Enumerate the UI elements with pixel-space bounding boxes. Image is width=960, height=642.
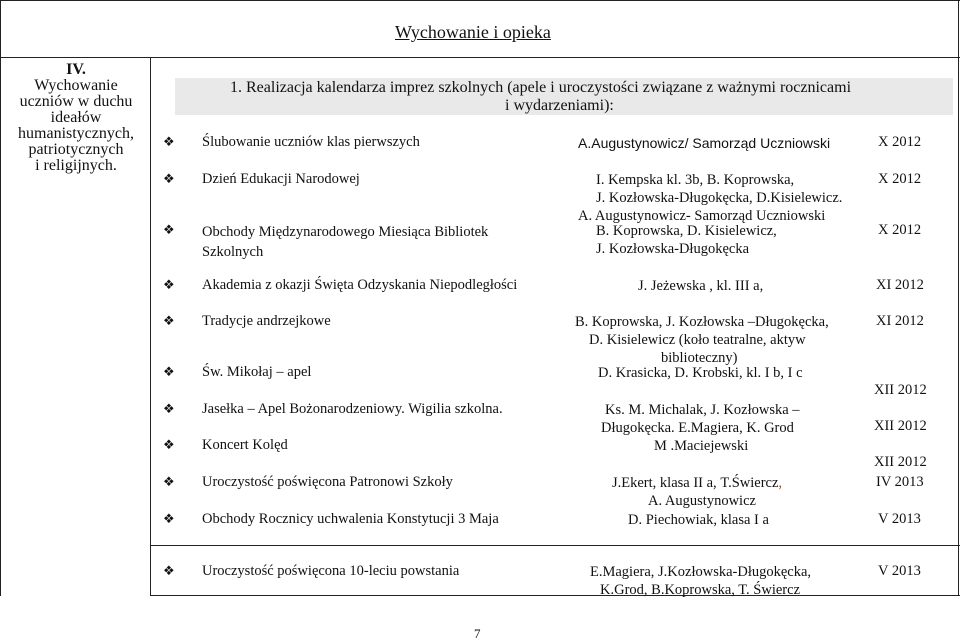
- event-name: Obchody Rocznicy uchwalenia Konstytucji 3 Maja: [202, 511, 499, 527]
- event-date: XII 2012: [874, 382, 927, 398]
- event-name: Uroczystość poświęcona Patronowi Szkoły: [202, 474, 453, 490]
- sidebar-heading: [2, 62, 150, 174]
- bullet-icon: ❖: [163, 364, 175, 379]
- event-date: XII 2012: [874, 418, 927, 434]
- header-divider: [0, 57, 960, 58]
- sidebar-line: humanistycznych,: [18, 125, 134, 142]
- sidebar-line: uczniów w duchu: [19, 93, 133, 110]
- frame-bottom: [150, 595, 960, 596]
- event-organizers: D. Krasicka, D. Krobski, kl. I b, I c: [598, 365, 803, 381]
- bullet-icon: ❖: [163, 437, 175, 452]
- sidebar-line: IV.: [66, 61, 86, 78]
- event-name: Tradycje andrzejkowe: [202, 313, 331, 329]
- event-date: IV 2013: [876, 474, 924, 490]
- event-date: V 2013: [878, 563, 921, 579]
- event-organizers: B. Koprowska, D. Kisielewicz, J. Kozłowska-Długokęcka: [596, 223, 777, 257]
- event-organizers: J. Jeżewska , kl. III a,: [638, 278, 764, 294]
- event-name: Koncert Kolęd: [202, 437, 288, 453]
- item-title: 1. Realizacja kalendarza imprez szkolnych (apele i uroczystości związane z ważnymi rocznicami: [230, 79, 852, 96]
- event-organizers: I. Kempska kl. 3b, B. Koprowska, J. Kozłowska-Długokęcka, D.Kisielewicz. A. Augustynowicz- Samorząd Uczniowski: [578, 172, 843, 224]
- event-name: Uroczystość poświęcona 10-leciu powstania: [202, 563, 460, 579]
- bullet-icon: ❖: [163, 277, 175, 292]
- event-organizers: M .Maciejewski: [654, 438, 749, 454]
- frame-top: [0, 0, 960, 1]
- bullet-icon: ❖: [163, 134, 175, 149]
- event-date: X 2012: [878, 134, 922, 150]
- bullet-icon: ❖: [163, 313, 175, 328]
- bullet-icon: ❖: [163, 401, 175, 416]
- event-date: X 2012: [878, 171, 922, 187]
- event-date: XI 2012: [876, 277, 924, 293]
- bullet-icon: ❖: [163, 563, 175, 578]
- sidebar-line: i religijnych.: [35, 157, 117, 174]
- bullet-icon: ❖: [163, 222, 175, 237]
- event-organizers: B. Koprowska, J. Kozłowska –Długokęcka, D. Kisielewicz (koło teatralne, aktyw biblioteczny): [575, 314, 829, 366]
- event-organizers: Ks. M. Michalak, J. Kozłowska – Długokęcka. E.Magiera, K. Grod: [601, 402, 800, 436]
- event-name: Dzień Edukacji Narodowej: [202, 171, 360, 187]
- bullet-icon: ❖: [163, 474, 175, 489]
- bullet-icon: ❖: [163, 171, 175, 186]
- event-date: X 2012: [878, 222, 922, 238]
- section-separator: [150, 545, 960, 546]
- event-name: Ślubowanie uczniów klas pierwszych: [202, 134, 420, 150]
- sidebar-line: patriotycznych: [28, 141, 124, 158]
- event-organizers: E.Magiera, J.Kozłowska-Długokęcka, K.Grod, B.Koprowska, T. Świercz: [590, 564, 812, 598]
- bullet-icon: ❖: [163, 511, 175, 526]
- sidebar-line: Wychowanie: [34, 77, 118, 94]
- event-name: Św. Mikołaj – apel: [202, 364, 312, 380]
- frame-right: [958, 0, 959, 596]
- event-date: XI 2012: [876, 313, 924, 329]
- event-name: Akademia z okazji Święta Odzyskania Niepodległości: [202, 277, 518, 293]
- page-title: Wychowanie i opieka: [395, 22, 551, 42]
- event-name: Obchody Międzynarodowego Miesiąca Bibliotek Szkolnych: [202, 224, 489, 260]
- event-date: XII 2012: [874, 454, 927, 470]
- sidebar-line: ideałów: [50, 109, 102, 126]
- item-title-continued: i wydarzeniami):: [505, 97, 614, 114]
- frame-left: [0, 0, 1, 596]
- event-organizers: J.Ekert, klasa II a, T.Świercz, A. Augustynowicz: [612, 475, 783, 509]
- event-date: V 2013: [878, 511, 921, 527]
- event-name: Jasełka – Apel Bożonarodzeniowy. Wigilia szkolna.: [202, 401, 503, 417]
- event-organizers: D. Piechowiak, klasa I a: [628, 512, 769, 528]
- column-divider: [150, 57, 151, 596]
- event-organizers: A.Augustynowicz/ Samorząd Uczniowski: [578, 135, 831, 151]
- page-number: 7: [474, 626, 481, 641]
